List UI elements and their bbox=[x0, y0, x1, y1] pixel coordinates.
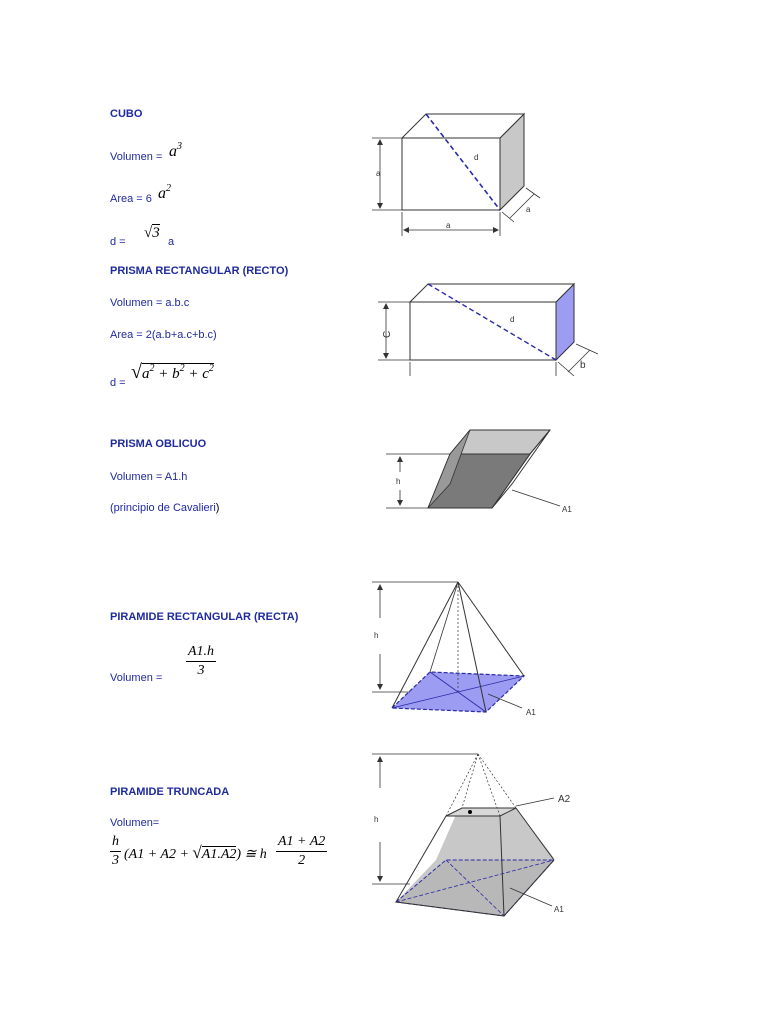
trunc-label-h: h bbox=[374, 815, 379, 824]
piramide-rect-title: PIRAMIDE RECTANGULAR (RECTA) bbox=[110, 611, 299, 623]
prisma-rect-diag-label: d = bbox=[110, 377, 126, 389]
cubo-diag-label: d = bbox=[110, 236, 126, 248]
cube-label-diag: d bbox=[474, 153, 479, 162]
cube-label-depth-a: a bbox=[526, 205, 531, 214]
prisma-rect-area: Area = 2(a.b+a.c+b.c) bbox=[110, 329, 217, 341]
oblique-label-a1: A1 bbox=[562, 505, 572, 514]
cube-label-bottom-a: a bbox=[446, 221, 451, 230]
prisma-oblicuo-volume: Volumen = A1.h bbox=[110, 471, 188, 483]
trunc-label-a2: A2 bbox=[558, 794, 571, 805]
cubo-diag-tail: a bbox=[168, 236, 175, 248]
pyramid-figure bbox=[370, 578, 550, 718]
cubo-volume-formula: $a^3$ bbox=[169, 141, 182, 160]
prism-figure bbox=[372, 280, 602, 380]
cubo-area-formula: $a^2$ bbox=[158, 183, 171, 202]
prism-label-b: b bbox=[580, 360, 586, 371]
piramide-trunc-volume-label: Volumen= bbox=[110, 817, 160, 829]
prism-label-d: d bbox=[510, 315, 515, 324]
cubo-diag-root: √3 bbox=[144, 225, 160, 241]
cube-figure bbox=[366, 104, 556, 244]
trunc-fraction-avg: A1 + A2 2 bbox=[278, 834, 326, 868]
prisma-rect-diag-formula: $√a^2 + b^2 + c^2$ bbox=[131, 361, 214, 383]
prism-label-c: C bbox=[382, 330, 393, 338]
pyramid-label-a1: A1 bbox=[526, 708, 536, 717]
prisma-rect-title: PRISMA RECTANGULAR (RECTO) bbox=[110, 265, 289, 277]
piramide-trunc-title: PIRAMIDE TRUNCADA bbox=[110, 786, 230, 798]
prisma-rect-volume: Volumen = a.b.c bbox=[110, 297, 190, 309]
cubo-volume-label: Volumen = bbox=[110, 151, 163, 163]
trunc-fraction-h3: h 3 bbox=[112, 834, 119, 868]
cubo-area-label: Area = 6 bbox=[110, 193, 152, 205]
piramide-rect-fraction: A1.h 3 bbox=[188, 644, 215, 678]
trunc-label-a1: A1 bbox=[554, 905, 564, 914]
piramide-rect-volume-label: Volumen = bbox=[110, 672, 163, 684]
prisma-oblicuo-title: PRISMA OBLICUO bbox=[110, 438, 207, 450]
trunc-middle-expr: (A1 + A2 + √A1.A2) ≅ h bbox=[124, 843, 267, 862]
cubo-title: CUBO bbox=[110, 108, 143, 120]
truncated-pyramid-figure bbox=[370, 752, 580, 922]
oblique-label-h: h bbox=[396, 477, 401, 486]
pyramid-label-h: h bbox=[374, 631, 379, 640]
oblique-prism-figure bbox=[384, 424, 584, 520]
cube-label-side-a: a bbox=[376, 169, 381, 178]
prisma-oblicuo-note: (principio de Cavalieri) bbox=[110, 502, 220, 514]
